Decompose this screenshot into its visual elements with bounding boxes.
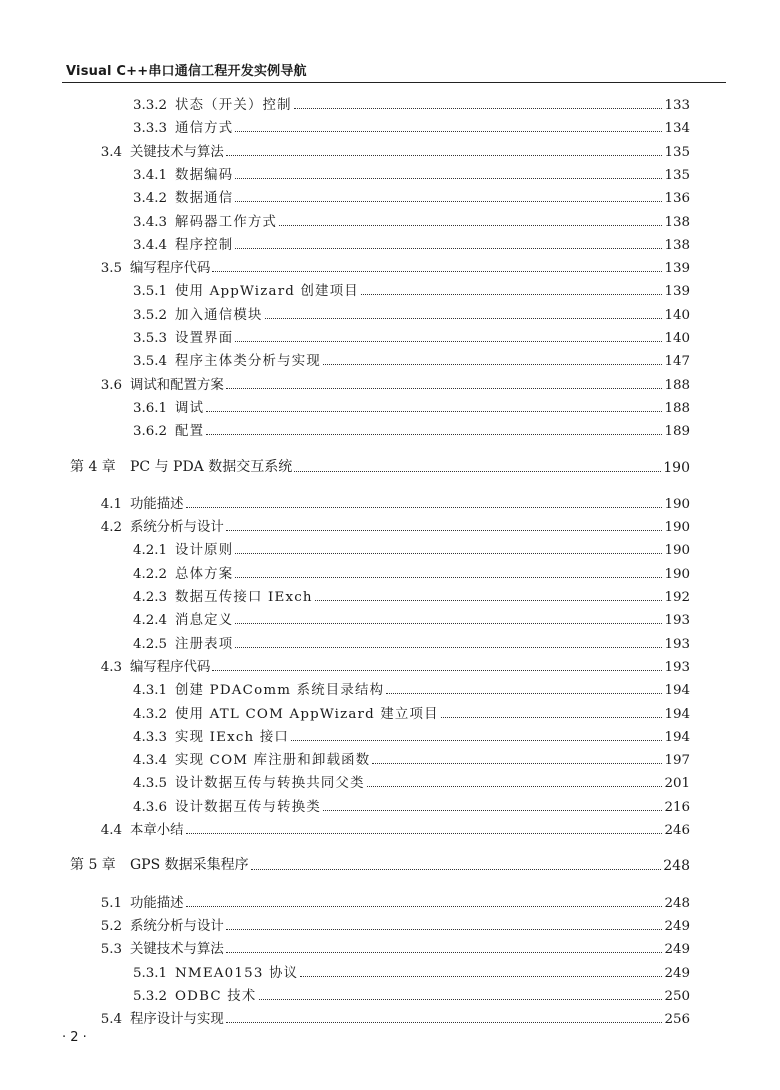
entry-title: NMEA0153 协议 xyxy=(175,965,299,981)
leader-dots xyxy=(212,270,662,272)
leader-dots xyxy=(235,130,662,132)
entry-title: 实现 COM 库注册和卸载函数 xyxy=(175,753,371,769)
entry-title: 数据通信 xyxy=(175,191,234,207)
entry-number: 3.5.4 xyxy=(133,354,168,370)
section-entry xyxy=(96,140,690,160)
entry-page: 147 xyxy=(664,354,690,370)
entry-page: 201 xyxy=(664,776,690,792)
subsection-entry xyxy=(133,748,690,768)
entry-number: 3.5.3 xyxy=(133,331,168,346)
entry-page: 249 xyxy=(664,942,690,958)
entry-page: 197 xyxy=(664,753,690,769)
leader-dots xyxy=(226,928,662,930)
entry-number: 第 4 章 xyxy=(70,458,116,475)
entry-title: GPS 数据采集程序 xyxy=(130,857,249,874)
section-entry xyxy=(96,891,690,911)
entry-page: 194 xyxy=(664,706,690,722)
leader-dots xyxy=(235,646,662,648)
entry-title: 设置界面 xyxy=(175,331,234,346)
entry-number: 3.4.1 xyxy=(133,167,168,183)
entry-page: 193 xyxy=(664,636,690,652)
subsection-entry xyxy=(133,678,690,698)
entry-number: 5.3.2 xyxy=(133,988,168,1004)
entry-number: 3.6.2 xyxy=(133,424,168,440)
section-entry xyxy=(96,818,690,838)
entry-page: 248 xyxy=(664,895,690,911)
entry-title: PC 与 PDA 数据交互系统 xyxy=(130,458,293,475)
entry-number: 3.6.1 xyxy=(133,400,168,416)
entry-title: 编写程序代码 xyxy=(130,659,211,675)
entry-title: 编写程序代码 xyxy=(130,261,211,277)
entry-number: 4.4 xyxy=(100,823,122,838)
subsection-entry xyxy=(133,210,690,230)
entry-title: 状态（开关）控制 xyxy=(175,98,292,113)
subsection-entry xyxy=(133,186,690,206)
entry-number: 4.3.3 xyxy=(133,729,168,745)
entry-page: 192 xyxy=(664,590,690,605)
section-entry xyxy=(96,937,690,957)
subsection-entry xyxy=(133,279,690,299)
subsection-entry xyxy=(133,984,690,1004)
leader-dots xyxy=(226,951,662,953)
entry-page: 134 xyxy=(664,121,690,137)
section-entry xyxy=(96,1007,690,1027)
subsection-entry xyxy=(133,562,690,582)
entry-title: 解码器工作方式 xyxy=(175,214,278,230)
page-number: · 2 · xyxy=(62,1030,87,1045)
entry-page: 190 xyxy=(664,566,690,582)
leader-dots xyxy=(259,998,663,1000)
entry-number: 4.3 xyxy=(100,659,122,675)
entry-title: 通信方式 xyxy=(175,121,234,137)
entry-number: 4.1 xyxy=(100,496,122,512)
leader-dots xyxy=(300,975,662,977)
leader-dots xyxy=(294,470,661,472)
entry-number: 5.3 xyxy=(100,942,122,958)
leader-dots xyxy=(291,739,662,741)
leader-dots xyxy=(323,363,662,365)
entry-page: 189 xyxy=(664,424,690,440)
entry-number: 5.1 xyxy=(100,895,122,911)
entry-title: 使用 ATL COM AppWizard 建立项目 xyxy=(175,706,439,722)
entry-page: 190 xyxy=(663,459,690,476)
entry-title: 程序控制 xyxy=(175,237,234,253)
entry-page: 136 xyxy=(664,191,690,207)
entry-page: 138 xyxy=(664,237,690,253)
entry-page: 194 xyxy=(664,683,690,699)
entry-page: 256 xyxy=(664,1012,690,1028)
entry-number: 4.2.4 xyxy=(133,613,168,629)
subsection-entry xyxy=(133,608,690,628)
entry-number: 3.6 xyxy=(100,377,122,393)
entry-page: 193 xyxy=(664,659,690,675)
entry-number: 4.3.5 xyxy=(133,776,168,792)
section-entry xyxy=(96,256,690,276)
entry-page: 133 xyxy=(664,98,690,113)
entry-page: 139 xyxy=(664,284,690,300)
running-header: Visual C++串口通信工程开发实例导航 xyxy=(66,64,307,79)
entry-title: 调试和配置方案 xyxy=(130,377,224,393)
leader-dots xyxy=(186,506,662,508)
subsection-entry xyxy=(133,116,690,136)
section-entry xyxy=(96,492,690,512)
subsection-entry xyxy=(133,795,690,815)
entry-title: 设计原则 xyxy=(175,543,234,559)
leader-dots xyxy=(235,247,662,249)
entry-number: 5.3.1 xyxy=(133,965,168,981)
entry-number: 4.3.4 xyxy=(133,753,168,769)
entry-title: 本章小结 xyxy=(130,823,184,838)
section-entry xyxy=(96,515,690,535)
section-entry xyxy=(96,914,690,934)
entry-title: 功能描述 xyxy=(130,496,184,512)
leader-dots xyxy=(315,599,662,601)
entry-title: 总体方案 xyxy=(175,566,234,582)
entry-page: 135 xyxy=(664,167,690,183)
entry-page: 188 xyxy=(664,377,690,393)
entry-title: 系统分析与设计 xyxy=(130,520,224,536)
leader-dots xyxy=(186,905,662,907)
entry-number: 4.2.1 xyxy=(133,543,168,559)
leader-dots xyxy=(235,576,662,578)
leader-dots xyxy=(441,716,662,718)
subsection-entry xyxy=(133,163,690,183)
entry-title: ODBC 技术 xyxy=(175,988,257,1004)
leader-dots xyxy=(206,433,662,435)
section-entry xyxy=(96,373,690,393)
entry-title: 注册表项 xyxy=(175,636,234,652)
subsection-entry xyxy=(133,725,690,745)
entry-number: 4.2.5 xyxy=(133,636,168,652)
chapter-entry xyxy=(70,854,690,874)
leader-dots xyxy=(186,832,662,834)
entry-page: 188 xyxy=(664,400,690,416)
entry-number: 3.3.2 xyxy=(133,98,168,113)
leader-dots xyxy=(372,762,662,764)
leader-dots xyxy=(206,410,662,412)
entry-number: 3.4 xyxy=(100,144,122,160)
entry-title: 创建 PDAComm 系统目录结构 xyxy=(175,683,385,699)
entry-number: 3.5.2 xyxy=(133,307,168,323)
subsection-entry xyxy=(133,585,690,605)
subsection-entry xyxy=(133,93,690,113)
leader-dots xyxy=(386,692,662,694)
leader-dots xyxy=(226,529,662,531)
chapter-entry xyxy=(70,456,690,476)
entry-number: 3.5.1 xyxy=(133,284,168,300)
entry-number: 3.4.4 xyxy=(133,237,168,253)
subsection-entry xyxy=(133,233,690,253)
entry-title: 调试 xyxy=(175,400,205,416)
entry-page: 190 xyxy=(664,496,690,512)
entry-number: 4.3.2 xyxy=(133,706,168,722)
entry-page: 138 xyxy=(664,214,690,230)
entry-number: 4.3.1 xyxy=(133,683,168,699)
entry-title: 关键技术与算法 xyxy=(130,942,224,958)
subsection-entry xyxy=(133,961,690,981)
section-entry xyxy=(96,655,690,675)
entry-page: 139 xyxy=(664,261,690,277)
subsection-entry xyxy=(133,538,690,558)
entry-title: 程序设计与实现 xyxy=(130,1012,224,1028)
entry-number: 4.2.3 xyxy=(133,590,168,605)
entry-title: 使用 AppWizard 创建项目 xyxy=(175,284,359,300)
leader-dots xyxy=(323,809,662,811)
leader-dots xyxy=(212,669,662,671)
entry-title: 功能描述 xyxy=(130,895,184,911)
entry-page: 190 xyxy=(664,520,690,536)
entry-number: 第 5 章 xyxy=(70,857,116,874)
entry-title: 加入通信模块 xyxy=(175,307,263,323)
subsection-entry xyxy=(133,303,690,323)
subsection-entry xyxy=(133,396,690,416)
entry-title: 关键技术与算法 xyxy=(130,144,224,160)
entry-page: 193 xyxy=(664,613,690,629)
subsection-entry xyxy=(133,632,690,652)
entry-page: 194 xyxy=(664,729,690,745)
entry-page: 190 xyxy=(664,543,690,559)
entry-page: 135 xyxy=(664,144,690,160)
leader-dots xyxy=(235,177,662,179)
subsection-entry xyxy=(133,702,690,722)
entry-number: 4.2.2 xyxy=(133,566,168,582)
header-rule xyxy=(62,82,726,83)
leader-dots xyxy=(279,224,662,226)
entry-title: 设计数据互传与转换类 xyxy=(175,799,321,815)
entry-number: 3.5 xyxy=(100,261,122,277)
entry-number: 4.2 xyxy=(100,520,122,536)
entry-number: 3.4.3 xyxy=(133,214,168,230)
leader-dots xyxy=(235,552,662,554)
entry-number: 3.4.2 xyxy=(133,191,168,207)
leader-dots xyxy=(235,200,662,202)
entry-page: 140 xyxy=(664,307,690,323)
entry-title: 消息定义 xyxy=(175,613,234,629)
entry-number: 5.4 xyxy=(100,1012,122,1028)
entry-title: 数据编码 xyxy=(175,167,234,183)
entry-page: 246 xyxy=(664,823,690,838)
entry-page: 250 xyxy=(664,988,690,1004)
entry-number: 3.3.3 xyxy=(133,121,168,137)
leader-dots xyxy=(226,1021,662,1023)
entry-page: 249 xyxy=(664,918,690,934)
entry-title: 数据互传接口 IExch xyxy=(175,590,313,605)
leader-dots xyxy=(251,868,662,870)
entry-page: 140 xyxy=(664,331,690,346)
subsection-entry xyxy=(133,349,690,369)
subsection-entry xyxy=(133,771,690,791)
entry-page: 249 xyxy=(664,965,690,981)
entry-page: 216 xyxy=(664,799,690,815)
entry-number: 5.2 xyxy=(100,918,122,934)
leader-dots xyxy=(367,785,662,787)
leader-dots xyxy=(226,154,662,156)
leader-dots xyxy=(294,107,662,109)
entry-number: 4.3.6 xyxy=(133,799,168,815)
subsection-entry xyxy=(133,326,690,346)
leader-dots xyxy=(235,340,662,342)
leader-dots xyxy=(235,622,662,624)
entry-title: 设计数据互传与转换共同父类 xyxy=(175,776,365,792)
entry-page: 248 xyxy=(663,858,690,875)
leader-dots xyxy=(361,293,662,295)
entry-title: 配置 xyxy=(175,424,205,440)
entry-title: 程序主体类分析与实现 xyxy=(175,354,321,370)
entry-title: 系统分析与设计 xyxy=(130,918,224,934)
entry-title: 实现 IExch 接口 xyxy=(175,729,290,745)
leader-dots xyxy=(265,317,662,319)
leader-dots xyxy=(226,387,662,389)
subsection-entry xyxy=(133,419,690,439)
